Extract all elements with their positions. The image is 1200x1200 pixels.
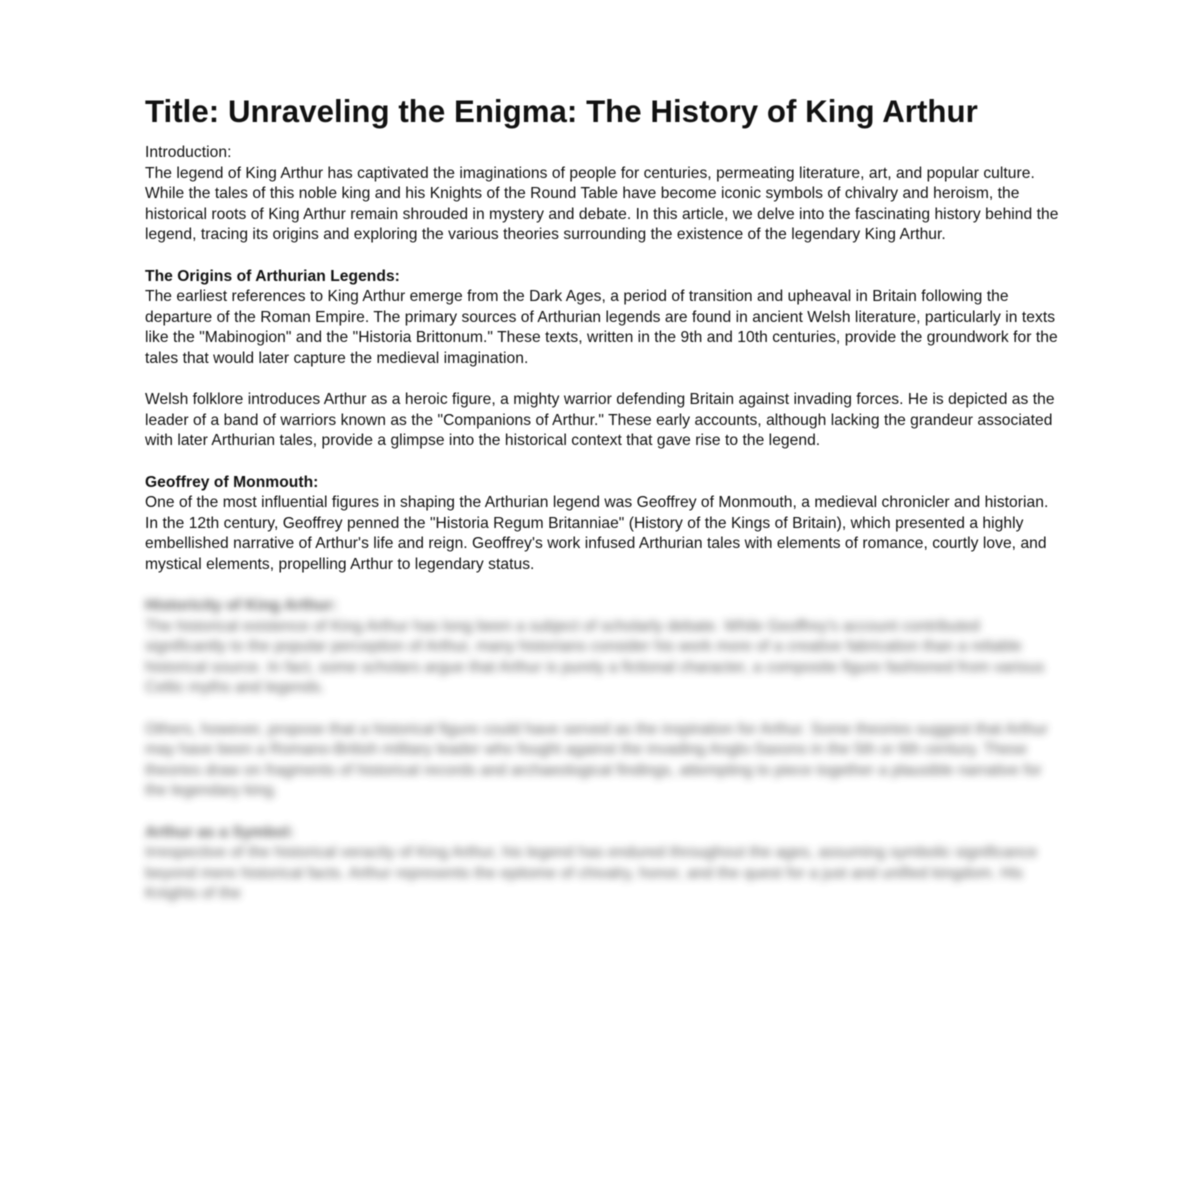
- geoffrey-section: [145, 473, 1060, 576]
- origins-paragraph-1: The earliest references to King Arthur emerge from the Dark Ages, a period of transition and upheaval in Britain following the departure of the Roman Empire. The primary sources of Arthurian legends are found in ancient Welsh literature, particularly in texts like the "Mabinogion" and the "Historia Brittonum." These texts, written in the 9th and 10th centuries, provide the groundwork for the tales that would later capture the medieval imagination.: [145, 288, 1058, 367]
- historicity-paragraph-1: The historical existence of King Arthur has long been a subject of scholarly debate. While Geoffrey's account contributed significantly to the popular perception of Arthur, many historians consider his work more of a creative fabrication than a reliable historical source. In fact, some scholars argue that Arthur is purely a fictional character, a composite figure fashioned from various Celtic myths and legends.: [145, 617, 1045, 697]
- intro-heading: Introduction:: [145, 144, 232, 161]
- geoffrey-heading: Geoffrey of Monmouth:: [145, 473, 319, 491]
- origins-heading: The Origins of Arthurian Legends:: [145, 267, 400, 285]
- historicity-paragraph-2: Others, however, propose that a historical figure could have served as the inspiration for Arthur. Some theories suggest that Arthur may have been a Romano-British military leader who fought against the invading Anglo-Saxons in the 5th or 6th century. These theories draw on fragments of historical records and archaeological findings, attempting to piece together a plausible narrative for the legendary king.: [145, 720, 1048, 800]
- symbol-body: Irrespective of the historical veracity of King Arthur, his legend has endured throughout the ages, assuming symbolic significance beyond mere historical facts. Arthur represents the epitome of chivalry, honor, and the quest for a just and unified kingdom. His Knights of the: [145, 844, 1038, 903]
- historicity-heading: Historicity of King Arthur:: [145, 597, 338, 615]
- origins-paragraph-2: Welsh folklore introduces Arthur as a heroic figure, a mighty warrior defending Britain against invading forces. He is depicted as the leader of a band of warriors known as the "Companions of Arthur." These early accounts, although lacking the grandeur associated with later Arthurian tales, provide a glimpse into the historical context that gave rise to the legend.: [145, 391, 1055, 450]
- document-title: Title: Unraveling the Enigma: The History of King Arthur: [145, 94, 978, 129]
- intro-body: The legend of King Arthur has captivated the imaginations of people for centuries, permeating literature, art, and popular culture. While the tales of this noble king and his Knights of the Round Table have become iconic symbols of chivalry and heroism, the historical roots of King Arthur remain shrouded in mystery and debate. In this article, we delve into the fascinating history behind the legend, tracing its origins and exploring the various theories surrounding the existence of the legendary King Arthur.: [145, 164, 1059, 244]
- geoffrey-body: One of the most influential figures in shaping the Arthurian legend was Geoffrey of Monmouth, a medieval chronicler and historian. In the 12th century, Geoffrey penned the "Historia Regum Britanniae" (History of the Kings of Britain), which presented a highly embellished narrative of Arthur's life and reign. Geoffrey's work infused Arthurian tales with elements of romance, courtly love, and mystical elements, propelling Arthur to legendary status.: [145, 494, 1049, 573]
- historicity-section: [145, 596, 1060, 802]
- symbol-section: [145, 823, 1060, 905]
- intro-section: [145, 143, 1060, 246]
- symbol-heading: Arthur as a Symbol:: [145, 823, 295, 841]
- origins-section: [145, 267, 1060, 452]
- document-page: [145, 94, 1060, 905]
